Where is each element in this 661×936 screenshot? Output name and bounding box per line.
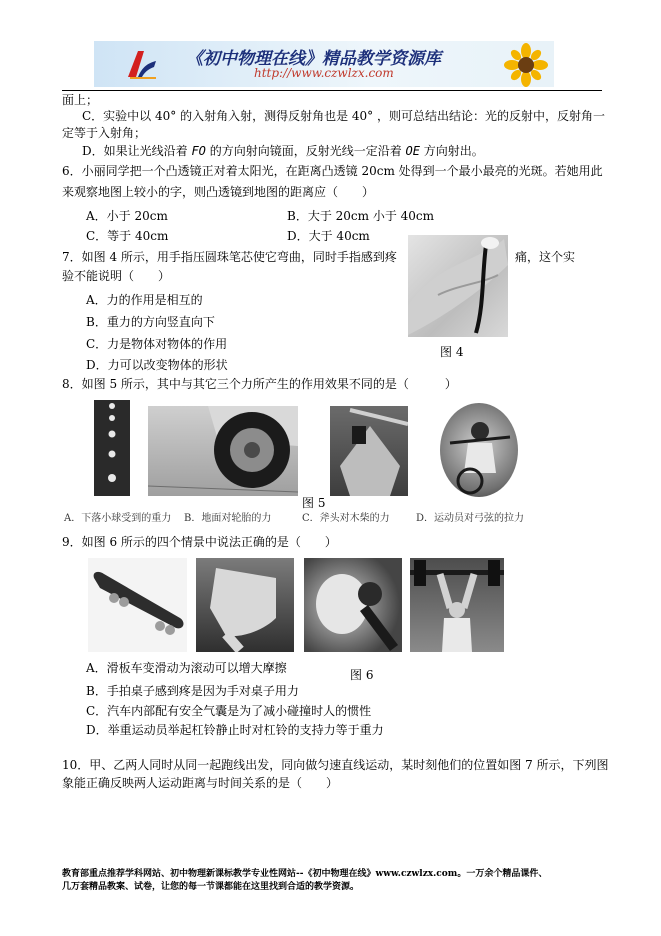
figure-5b-caption: B．地面对轮胎的力 xyxy=(184,513,272,524)
q6-option-c: C．等于 40cm xyxy=(86,229,169,243)
figure-6c-airbag xyxy=(304,558,402,652)
q8-stem: 8．如图 5 所示，其中与其它三个力所产生的作用效果不同的是（ ） xyxy=(62,377,457,391)
q7-option-d: D．力可以改变物体的形状 xyxy=(86,358,228,372)
figure-6-label: 图 6 xyxy=(350,668,374,682)
banner-url[interactable]: http://www.czwlzx.com xyxy=(254,66,394,80)
q9-stem: 9．如图 6 所示的四个情景中说法正确的是（ ） xyxy=(62,535,337,549)
q7-stem: 痛，这个实 xyxy=(515,250,576,264)
figure-5c-caption: C．斧头对木柴的力 xyxy=(302,513,390,524)
figure-5d-archer xyxy=(440,403,518,497)
airbag-icon xyxy=(304,558,402,652)
q9-option-d: D．举重运动员举起杠铃静止时对杠铃的支持力等于重力 xyxy=(86,723,384,737)
text-line: 面上； xyxy=(62,93,99,107)
q10-stem: 10．甲、乙两人同时从同一起跑线出发，同向做匀速直线运动，某时刻他们的位置如图 7 所示，下列图 xyxy=(62,758,609,772)
text-line: 定等于入射角； xyxy=(62,126,147,140)
hand-icon xyxy=(196,558,294,652)
finger-pen-icon xyxy=(408,235,508,337)
text-line: C．实验中以 40° 的入射角入射，测得反射角也是 40° ，则可总结出结论：光的反射中，反射角一 xyxy=(82,109,605,123)
figure-5-label: 图 5 xyxy=(302,496,326,510)
q6-option-b: B．大于 20cm 小于 40cm xyxy=(287,209,435,223)
sunflower-icon xyxy=(502,43,550,87)
figure-4-label: 图 4 xyxy=(440,345,464,359)
figure-6b-hand xyxy=(196,558,294,652)
tire-icon xyxy=(148,406,298,496)
q7-option-c: C．力是物体对物体的作用 xyxy=(86,337,228,351)
banner-title: 《初中物理在线》精品教学资源库 xyxy=(186,49,441,69)
figure-6d-weightlifter xyxy=(410,558,504,652)
figure-5d-caption: D．运动员对弓弦的拉力 xyxy=(416,513,525,524)
q6-stem: 6．小丽同学把一个凸透镜正对着太阳光，在距离凸透镜 20cm 处得到一个最小最亮的光斑。若她用此 xyxy=(62,164,603,178)
figure-5c-axe xyxy=(330,406,408,496)
figure-6a-skateboard xyxy=(88,558,187,652)
footer-line: 几万套精品教案、试卷，让您的每一节课都能在这里找到合适的教学资源。 xyxy=(62,882,360,892)
q9-option-b: B．手拍桌子感到疼是因为手对桌子用力 xyxy=(86,684,299,698)
skateboard-icon xyxy=(88,558,187,652)
figure-5b-tire xyxy=(148,406,298,496)
q9-option-c: C．汽车内部配有安全气囊是为了减小碰撞时人的惯性 xyxy=(86,704,372,718)
footer-line: 教育部重点推荐学科网站、初中物理新课标教学专业性网站--《初中物理在线》www.czwlzx.com。一万余个精品课件、 xyxy=(62,869,548,879)
q6-stem: 来观察地图上较小的字，则凸透镜到地图的距离应（ ） xyxy=(62,185,375,199)
header-rule xyxy=(62,90,602,91)
header-banner xyxy=(94,41,554,87)
q9-option-a: A．滑板车变滑动为滚动可以增大摩擦 xyxy=(86,661,287,675)
q7-option-a: A．力的作用是相互的 xyxy=(86,293,203,307)
logo-icon xyxy=(124,47,160,81)
q6-option-d: D．大于 40cm xyxy=(287,229,370,243)
axe-icon xyxy=(330,406,408,496)
weightlifter-icon xyxy=(410,558,504,652)
q7-stem: 7．如图 4 所示，用手指压圆珠笔芯使它弯曲，同时手指感到疼 xyxy=(62,250,397,264)
falling-ball-icon xyxy=(94,400,130,496)
text-line: D．如果让光线沿着 FO 的方向射向镜面，反射光线一定沿着 OE 方向射出。 xyxy=(82,144,484,158)
figure-5a-falling-ball xyxy=(94,400,130,496)
q6-option-a: A．小于 20cm xyxy=(86,209,168,223)
q7-option-b: B．重力的方向竖直向下 xyxy=(86,315,215,329)
q10-stem: 象能正确反映两人运动距离与时间关系的是（ ） xyxy=(62,776,339,790)
archer-icon xyxy=(440,403,518,497)
figure-5a-caption: A．下落小球受到的重力 xyxy=(64,513,172,524)
figure-4-photo xyxy=(408,235,508,337)
q7-stem: 验不能说明（ ） xyxy=(62,269,171,283)
